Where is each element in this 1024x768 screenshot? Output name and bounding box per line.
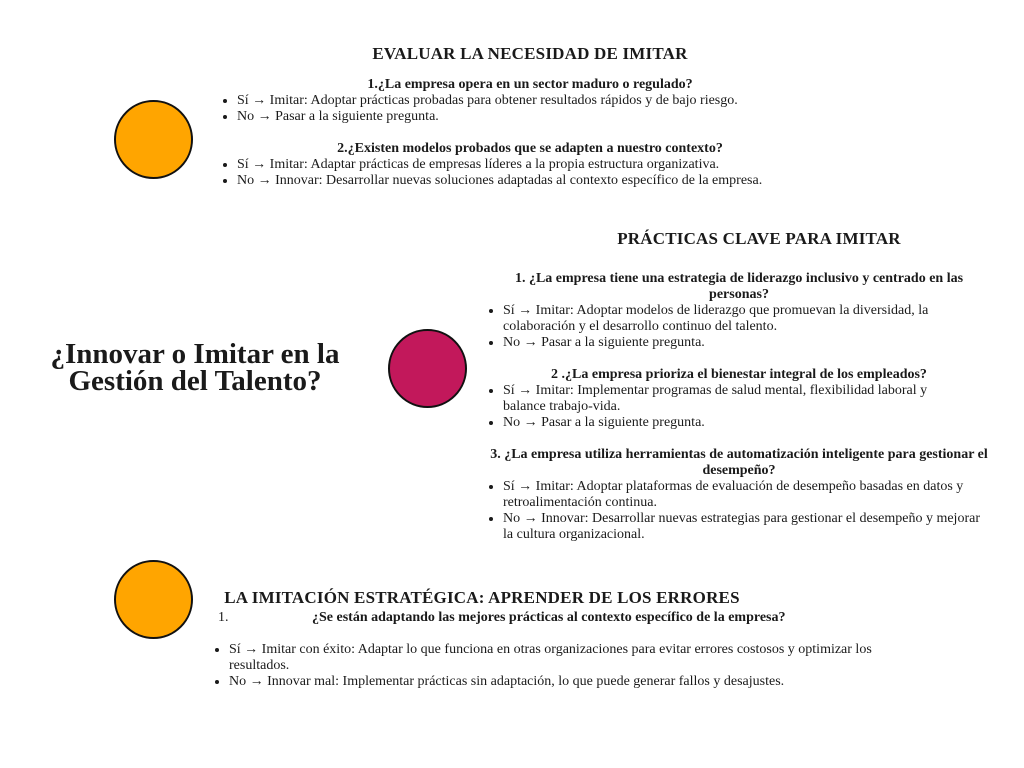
question: 1. ¿La empresa tiene una estrategia de liderazgo inclusivo y centrado en las personas? (514, 271, 964, 302)
list-item: • No → Pasar a la siguiente pregunta. (237, 109, 840, 125)
question: 3. ¿La empresa utiliza herramientas de automatización inteligente para gestionar el desempeño? (490, 447, 988, 478)
list-item: • Sí → Imitar: Adoptar prácticas probadas para obtener resultados rápidos y de bajo riesgo. (237, 93, 840, 109)
question: 1.¿La empresa opera en un sector maduro o regulado? (367, 77, 693, 92)
list-item: • No → Pasar a la siguiente pregunta. (503, 415, 973, 431)
main-title: ¿Innovar o Imitar en la Gestión del Talento? (50, 338, 340, 397)
answer-list (212, 642, 919, 690)
list-item: • Sí → Imitar: Adoptar plataformas de evaluación de desempeño basadas en datos y retroalimentación continua. (503, 479, 993, 511)
answer-list (486, 303, 933, 351)
list-item: • Sí → Imitar: Adoptar modelos de liderazgo que promuevan la diversidad, la colaboración y el desarrollo continuo del talento. (503, 303, 933, 335)
question: 2 .¿La empresa prioriza el bienestar integral de los empleados? (551, 367, 927, 382)
answer-list (220, 157, 822, 189)
section-evaluar (220, 44, 840, 189)
answer-list (220, 93, 840, 125)
list-item: • Sí → Imitar con éxito: Adaptar lo que funciona en otras organizaciones para evitar errores costosos y optimizar los resultados. (229, 642, 919, 674)
list-item: • Sí → Imitar: Implementar programas de salud mental, flexibilidad laboral y balance trabajo-vida. (503, 383, 973, 415)
section-title: EVALUAR LA NECESIDAD DE IMITAR (372, 44, 688, 63)
question-number: 1. (218, 610, 229, 625)
list-item: • No → Pasar a la siguiente pregunta. (503, 335, 933, 351)
list-item: • No → Innovar: Desarrollar nuevas soluciones adaptadas al contexto específico de la empresa. (237, 173, 822, 189)
question-text: ¿Se están adaptando las mejores prácticas al contexto específico de la empresa? (312, 610, 786, 625)
orange-circle-bottom (114, 560, 193, 639)
question: 2.¿Existen modelos probados que se adapten a nuestro contexto? (337, 141, 723, 156)
list-item: • No → Innovar: Desarrollar nuevas estrategias para gestionar el desempeño y mejorar la cultura organizacional. (503, 511, 993, 543)
section-title: LA IMITACIÓN ESTRATÉGICA: APRENDER DE LOS ERRORES (224, 588, 740, 607)
question (212, 610, 912, 626)
crimson-circle-middle (388, 329, 467, 408)
answer-list (486, 383, 973, 431)
orange-circle-top (114, 100, 193, 179)
section-imitacion (212, 588, 912, 690)
section-title: PRÁCTICAS CLAVE PARA IMITAR (617, 229, 901, 248)
section-practicas (486, 229, 992, 543)
list-item: • Sí → Imitar: Adaptar prácticas de empresas líderes a la propia estructura organizativa. (237, 157, 822, 173)
answer-list (486, 479, 993, 543)
list-item: • No → Innovar mal: Implementar prácticas sin adaptación, lo que puede generar fallos y desajustes. (229, 674, 919, 690)
